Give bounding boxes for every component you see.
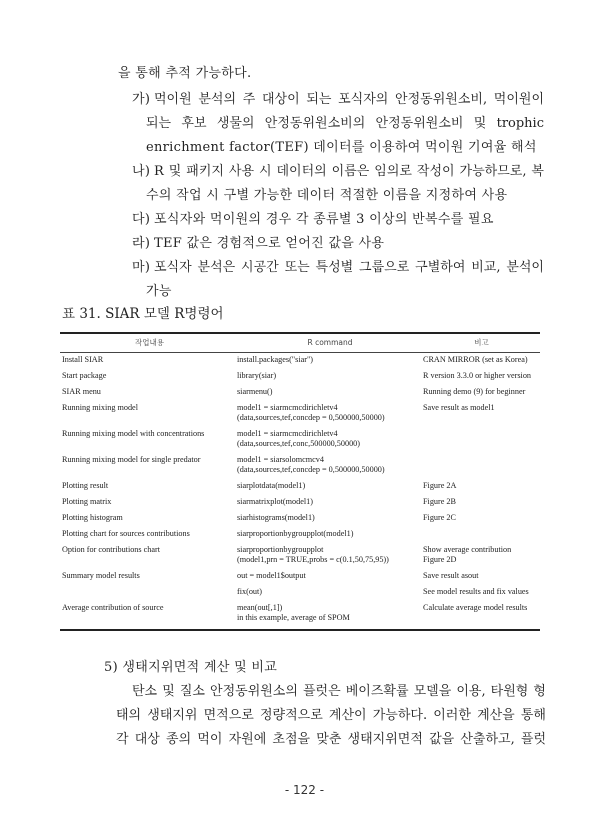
header-command: R command [307,338,353,347]
cell-note [423,427,540,453]
cell-command-line: siarproportionbygroupplot(model1) [237,529,354,538]
item-marker: 가) [132,92,151,107]
cell-command-line: model1 = siarsolomcmcv4 [237,455,324,464]
table-row [60,427,540,453]
paragraph-line: 각 대상 종의 먹이 자원에 초점을 맞춘 생태지위면적 값을 산출하고, 플럿 [116,732,546,747]
page-number: - 122 - [284,783,325,797]
cell-task: Start package [62,371,107,380]
cell-command-line: fix(out) [237,587,263,596]
cell-command [237,453,423,479]
cell-command-line: (data,sources,tef,conc,500000,50000) [237,439,361,448]
cell-command [237,385,423,401]
table-row [60,401,540,427]
cell-task: Plotting matrix [62,497,112,506]
cell-note-line: Save result asout [423,571,479,580]
cell-command-line: siarproportionbygroupplot [237,545,324,554]
cell-command [237,601,423,630]
cell-command [237,495,423,511]
cell-note [423,601,540,630]
item-line: 포식자 분석은 시공간 또는 특성별 그룹으로 구별하여 비교, 분석이 [154,260,544,275]
cell-note [423,353,540,370]
cell-note-line: R version 3.3.0 or higher version [423,371,532,380]
cell-note-line: Calculate average model results [423,603,528,612]
cell-command-line: siarmatrixplot(model1) [237,497,313,506]
cell-note [423,401,540,427]
cell-command [237,585,423,601]
cell-note [423,369,540,385]
cell-note-line: Figure 2C [423,513,456,522]
cell-command-line: model1 = siarmcmcdirichletv4 [237,403,338,412]
table-caption: 표 31. SIAR 모델 R명령어 [62,306,224,322]
cell-command [237,479,423,495]
cell-task: Option for contributions chart [62,545,161,554]
cell-note [423,543,540,569]
siar-command-table [60,332,540,631]
cell-note-line: Figure 2A [423,481,457,490]
cell-command-line: siarplotdata(model1) [237,481,306,490]
cell-task: Install SIAR [62,355,104,364]
header-note: 비고 [474,338,489,347]
item-marker: 라) [132,236,151,251]
cell-note [423,585,540,601]
cell-note-line: Figure 2D [423,555,457,564]
cell-task: Plotting histogram [62,513,123,522]
cell-command-line: siarmenu() [237,387,273,396]
table-header-row [60,333,540,353]
item-line: enrichment factor(TEF) 데이터를 이용하여 먹이원 기여율 해석 [146,140,537,155]
table-row [60,543,540,569]
item-line: 수의 작업 시 구별 가능한 데이터 적절한 이름을 지정하여 사용 [146,188,508,203]
cell-note-line: Figure 2B [423,497,456,506]
cell-command [237,527,423,543]
item-line: 되는 후보 생물의 안정동위원소비의 안정동위원소비 및 trophic [146,116,544,131]
cell-command-line: model1 = siarmcmcdirichletv4 [237,429,338,438]
cell-task: Plotting result [62,481,109,490]
cell-note [423,479,540,495]
cell-task: Summary model results [62,571,140,580]
table-row [60,353,540,370]
cell-note-line: See model results and fix values [423,587,529,596]
cell-note-line: Save result as model1 [423,403,495,412]
table-row [60,369,540,385]
item-line: 가능 [146,284,172,299]
cell-task: Average contribution of source [62,603,164,612]
cell-command-line: (model1,prn = TRUE,probs = c(0.1,50,75,95)) [237,555,389,564]
cell-command-line: library(siar) [237,371,277,380]
item-line: 포식자와 먹이원의 경우 각 종류별 3 이상의 반복수를 필요 [154,212,494,227]
table-row [60,479,540,495]
cell-command [237,369,423,385]
item-marker: 마) [132,260,151,275]
paragraph-line: 탄소 및 질소 안정동위원소의 플럿은 베이즈확률 모델을 이용, 타원형 형 [132,684,546,699]
cell-task: Running mixing model for single predator [62,455,201,464]
table-row [60,453,540,479]
cell-command [237,543,423,569]
table-row [60,527,540,543]
table-row [60,569,540,585]
cell-command-line: (data,sources,tef,concdep = 0,500000,50000) [237,413,385,422]
item-marker: 나) [132,164,151,179]
cell-note [423,511,540,527]
item-line: R 및 패키지 사용 시 데이터의 이름은 임의로 작성이 가능하므로, 복 [154,164,544,179]
cell-command [237,353,423,370]
table-row [60,601,540,630]
cell-command [237,401,423,427]
paragraph-line: 태의 생태지위 면적으로 정량적으로 계산이 가능하다. 이러한 계산을 통해 [116,708,546,723]
cell-note [423,527,540,543]
header-task: 작업내용 [135,338,164,347]
cell-note-line: Show average contribution [423,545,512,554]
cell-command-line: out = model1$output [237,571,306,580]
cell-command [237,569,423,585]
cell-note-line: CRAN MIRROR (set as Korea) [423,355,528,364]
cell-note [423,453,540,479]
table-row [60,585,540,601]
item-line: 먹이원 분석의 주 대상이 되는 포식자의 안정동위원소비, 먹이원이 [154,92,544,107]
section-heading: 5) 생태지위면적 계산 및 비교 [104,660,278,675]
cell-note [423,495,540,511]
cell-note-line: Running demo (9) for beginner [423,387,526,396]
cell-task: Plotting chart for sources contributions [62,529,190,538]
cell-command-line: install.packages("siar") [237,355,314,364]
cell-command [237,427,423,453]
cell-command-line: siarhistograms(model1) [237,513,315,522]
cell-command-line: (data,sources,tef,concdep = 0,500000,50000) [237,465,385,474]
cell-task: Running mixing model [62,403,138,412]
table-row [60,511,540,527]
cell-note [423,569,540,585]
item-marker: 다) [132,212,151,227]
cell-task: SIAR menu [62,387,101,396]
cell-command-line: mean(out[,1]) [237,603,283,612]
cell-command [237,511,423,527]
item-line: TEF 값은 경험적으로 얻어진 값을 사용 [154,236,385,251]
cell-command-line: in this example, average of SPOM [237,613,350,622]
cell-note [423,385,540,401]
table-row [60,385,540,401]
cell-task [60,585,237,601]
table-row [60,495,540,511]
cell-task: Running mixing model with concentrations [62,429,205,438]
intro-line: 을 통해 추적 가능하다. [118,66,252,81]
